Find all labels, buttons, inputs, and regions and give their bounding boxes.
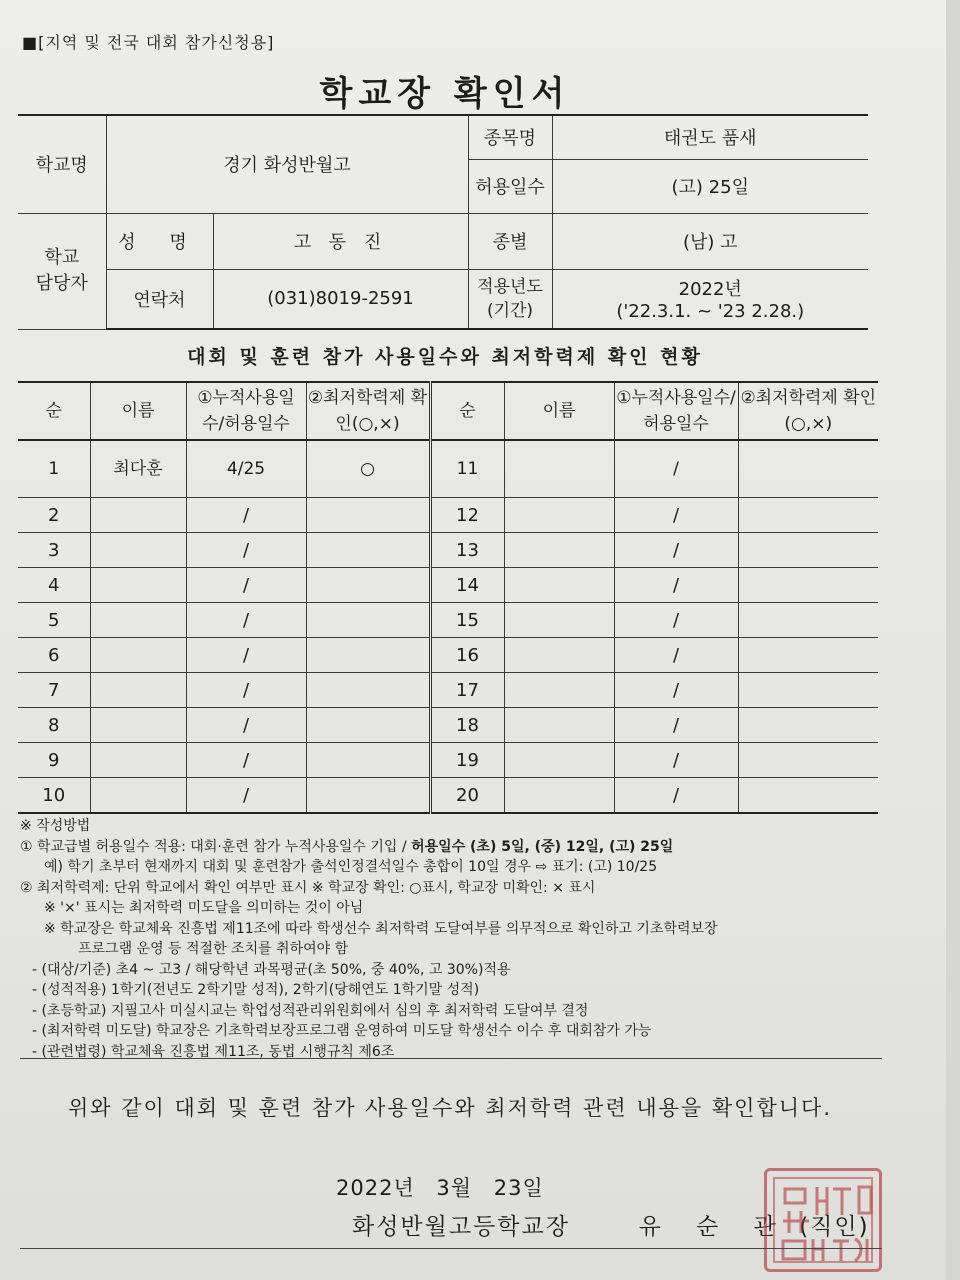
contact-label: 연락처: [106, 269, 213, 329]
table-row: [18, 743, 878, 778]
row-days-right: /: [614, 440, 738, 498]
row-days-left: /: [186, 638, 306, 673]
row-days-left: /: [186, 533, 306, 568]
document-title: 학교장 확인서: [319, 74, 571, 114]
table-row: [18, 673, 878, 708]
row-check-left: [306, 498, 430, 533]
note-2: ② 최저학력제: 단위 학교에서 확인 여부만 표시 ※ 학교장 확인: ○표시, 학교장 미확인: × 표시: [20, 879, 596, 896]
date-month: 3월: [436, 1176, 473, 1200]
table-row: [18, 533, 878, 568]
table-row: [18, 498, 878, 533]
detail-target: - (대상/기준) 초4 ~ 고3 / 해당학년 과목평균(초 50%, 중 40%, 고 30%)적용: [32, 961, 511, 978]
seal-label: (직인): [799, 1214, 870, 1240]
row-days-left: 4/25: [186, 440, 306, 498]
row-no-left: 3: [18, 533, 90, 568]
row-name-right: [504, 638, 614, 673]
official-seal-icon: [764, 1168, 882, 1272]
contact-value: (031)8019-2591: [213, 269, 468, 329]
detail-law: - (관련법령) 학교체육 진흥법 제11조, 동법 시행규칙 제6조: [32, 1043, 395, 1060]
year-cell: [552, 269, 868, 329]
manager-label: 학교 담당자: [18, 213, 106, 329]
row-check-left: [306, 533, 430, 568]
allowed-days-value: (고) 25일: [552, 159, 868, 213]
row-no-right: 19: [430, 743, 504, 778]
signer-school: 화성반월고등학교장: [352, 1214, 570, 1240]
manager-name-label: 성 명: [106, 213, 213, 269]
school-info-table: [18, 114, 868, 330]
row-days-right: /: [614, 708, 738, 743]
division-label: 종별: [468, 213, 552, 269]
page-shadow-edge: [946, 0, 960, 1280]
row-check-left: [306, 778, 430, 814]
table-row: [18, 603, 878, 638]
row-check-right: [738, 498, 878, 533]
row-name-right: [504, 603, 614, 638]
table-row: [18, 778, 878, 814]
row-name-right: [504, 533, 614, 568]
row-check-left: [306, 673, 430, 708]
header-no-left: 순: [18, 382, 90, 440]
header-days-left: ①누적사용일수/허용일수: [186, 382, 306, 440]
year-value: 2022년: [678, 279, 742, 301]
row-days-right: /: [614, 568, 738, 603]
school-name-value: 경기 화성반월고: [106, 115, 468, 213]
row-check-left: [306, 743, 430, 778]
event-value: 태권도 품새: [552, 115, 868, 159]
row-check-right: [738, 743, 878, 778]
divider-top: [20, 1058, 882, 1059]
row-days-right: /: [614, 673, 738, 708]
row-name-left: [90, 778, 186, 814]
row-no-left: 5: [18, 603, 90, 638]
detail-elementary: - (초등학교) 지필고사 미실시교는 학업성적관리위원회에서 심의 후 최저학력 도달여부 결정: [32, 1002, 589, 1019]
row-no-right: 20: [430, 778, 504, 814]
signer-name: 유 순 관: [638, 1214, 790, 1240]
row-check-left: [306, 568, 430, 603]
row-days-left: /: [186, 743, 306, 778]
row-check-right: [738, 533, 878, 568]
note-2-duty: ※ 학교장은 학교체육 진흥법 제11조에 따라 학생선수 최저학력 도달여부를 의무적으로 확인하고 기초학력보장: [44, 920, 718, 937]
header-check-left: ②최저학력제 확인(○,×): [306, 382, 430, 440]
row-name-right: [504, 673, 614, 708]
row-days-left: /: [186, 498, 306, 533]
row-days-left: /: [186, 778, 306, 814]
date-year: 2022년: [336, 1176, 415, 1200]
row-name-left: [90, 533, 186, 568]
row-no-right: 14: [430, 568, 504, 603]
row-check-left: [306, 603, 430, 638]
header-name-right: 이름: [504, 382, 614, 440]
note-1-example: 예) 학기 초부터 현재까지 대회 및 훈련참가 출석인정결석일수 총합이 10일 경우 ⇨ 표기: (고) 10/25: [44, 859, 658, 875]
note-1: [20, 837, 890, 858]
row-days-right: /: [614, 638, 738, 673]
table-row: [18, 440, 878, 498]
row-no-right: 13: [430, 533, 504, 568]
row-no-left: 6: [18, 638, 90, 673]
division-value: (남) 고: [552, 213, 868, 269]
row-days-right: /: [614, 778, 738, 814]
row-days-left: /: [186, 603, 306, 638]
allowed-days-label: 허용일수: [468, 159, 552, 213]
table-row: [18, 568, 878, 603]
form-type-note: ■[지역 및 전국 대회 참가신청용]: [22, 33, 275, 52]
row-days-right: /: [614, 603, 738, 638]
row-name-left: [90, 638, 186, 673]
row-check-right: [738, 673, 878, 708]
row-name-left: [90, 603, 186, 638]
row-name-left: [90, 673, 186, 708]
row-days-left: /: [186, 673, 306, 708]
row-no-left: 8: [18, 708, 90, 743]
row-check-right: [738, 603, 878, 638]
event-label: 종목명: [468, 115, 552, 159]
row-name-left: 최다훈: [90, 440, 186, 498]
note-1-text: ① 학교급별 허용일수 적용: 대회·훈련 참가 누적사용일수 기입 /: [20, 838, 412, 855]
table-row: [18, 638, 878, 673]
row-name-right: [504, 498, 614, 533]
row-no-right: 12: [430, 498, 504, 533]
row-name-left: [90, 568, 186, 603]
manager-name-value: 고 동 진: [213, 213, 468, 269]
row-name-right: [504, 440, 614, 498]
row-no-left: 10: [18, 778, 90, 814]
row-days-right: /: [614, 533, 738, 568]
period-value: ('22.3.1. ~ '23 2.28.): [616, 301, 805, 323]
row-check-right: [738, 568, 878, 603]
row-check-right: [738, 440, 878, 498]
row-days-right: /: [614, 498, 738, 533]
status-table: [18, 381, 878, 814]
confirmation-statement: 위와 같이 대회 및 훈련 참가 사용일수와 최저학력 관련 내용을 확인합니다.: [67, 1096, 832, 1120]
row-days-left: /: [186, 708, 306, 743]
row-no-left: 4: [18, 568, 90, 603]
row-check-left: ○: [306, 440, 430, 498]
row-check-left: [306, 708, 430, 743]
note-1-bold: 허용일수 (초) 5일, (중) 12일, (고) 25일: [411, 838, 674, 855]
detail-grade: - (성적적용) 1학기(전년도 2학기말 성적), 2학기(당해연도 1학기말 성적): [32, 982, 480, 998]
row-no-left: 2: [18, 498, 90, 533]
header-check-right: ②최저학력제 확인(○,×): [738, 382, 878, 440]
row-check-right: [738, 708, 878, 743]
row-name-right: [504, 568, 614, 603]
row-no-right: 15: [430, 603, 504, 638]
notes-heading: ※ 작성방법: [20, 818, 91, 834]
row-no-right: 11: [430, 440, 504, 498]
divider-bottom: [20, 1248, 882, 1249]
row-name-right: [504, 708, 614, 743]
row-no-right: 17: [430, 673, 504, 708]
row-days-right: /: [614, 743, 738, 778]
row-no-left: 9: [18, 743, 90, 778]
row-no-left: 1: [18, 440, 90, 498]
detail-not-met: - (최저학력 미도달) 학교장은 기초학력보장프로그램 운영하여 미도달 학생선수 이수 후 대회참가 가능: [32, 1023, 652, 1039]
instructions: [20, 816, 890, 1062]
row-name-left: [90, 708, 186, 743]
row-check-left: [306, 638, 430, 673]
note-2-remark: ※ '×' 표시는 최저학력 미도달을 의미하는 것이 아님: [44, 900, 364, 916]
section-title: 대회 및 훈련 참가 사용일수와 최저학력제 확인 현황: [187, 346, 703, 368]
header-name-left: 이름: [90, 382, 186, 440]
row-no-left: 7: [18, 673, 90, 708]
row-name-right: [504, 743, 614, 778]
row-no-right: 18: [430, 708, 504, 743]
row-name-right: [504, 778, 614, 814]
sign-date: [336, 1172, 544, 1202]
row-name-left: [90, 743, 186, 778]
note-2-duty-cont: 프로그램 운영 등 적절한 조치를 취하여야 함: [78, 941, 349, 957]
row-check-right: [738, 778, 878, 814]
year-label: 적용년도 (기간): [468, 269, 552, 329]
header-days-right: ①누적사용일수/허용일수: [614, 382, 738, 440]
date-day: 23일: [493, 1176, 544, 1200]
row-no-right: 16: [430, 638, 504, 673]
table-row: [18, 708, 878, 743]
row-name-left: [90, 498, 186, 533]
header-no-right: 순: [430, 382, 504, 440]
row-days-left: /: [186, 568, 306, 603]
school-name-label: 학교명: [18, 115, 106, 213]
row-check-right: [738, 638, 878, 673]
